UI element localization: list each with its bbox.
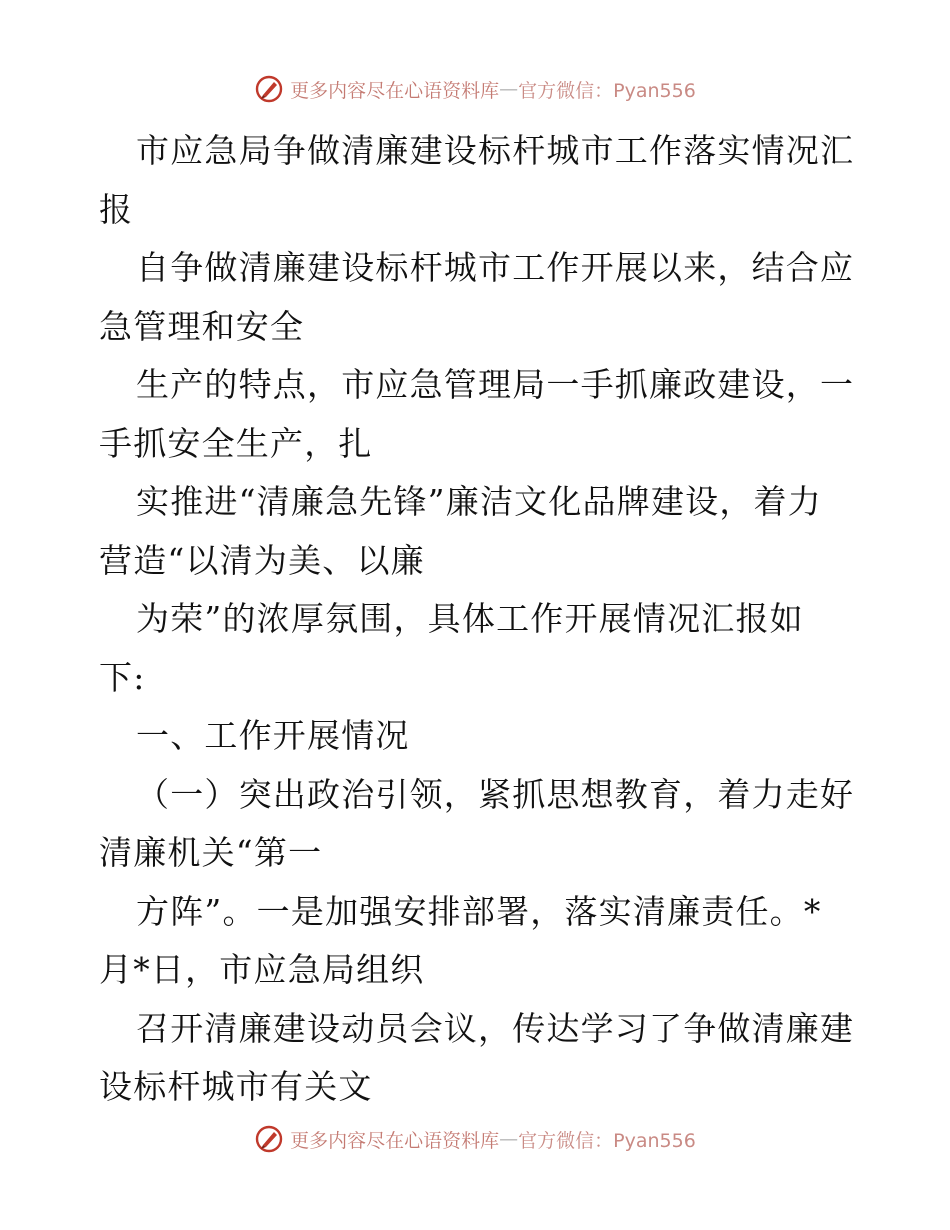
watermark-main-text: 更多内容尽在心语资料库 bbox=[290, 79, 500, 102]
pen-logo-icon bbox=[254, 1124, 284, 1154]
document-body bbox=[99, 122, 859, 1117]
paragraph-line: 营造“以清为美、以廉 bbox=[99, 540, 425, 580]
paragraph-line: 急管理和安全 bbox=[99, 306, 305, 346]
paragraph-line: 自争做清廉建设标杆城市工作开展以来，结合应 bbox=[136, 248, 855, 287]
paragraph-line: 方阵”。一是加强安排部署，落实清廉责任。* bbox=[136, 891, 822, 931]
pen-logo-icon bbox=[254, 74, 284, 104]
paragraph-line: 实推进“清廉急先锋”廉洁文化品牌建设，着力 bbox=[136, 482, 822, 521]
paragraph-line: 生产的特点，市应急管理局一手抓廉政建设，一 bbox=[136, 365, 855, 404]
paragraph-line: 月*日，市应急局组织 bbox=[99, 950, 425, 989]
paragraph-line: 下: bbox=[99, 657, 146, 697]
watermark-sub-text: 官方微信：Pyan556 bbox=[518, 1129, 696, 1152]
subsection-heading-line: 清廉机关“第一 bbox=[99, 833, 323, 872]
paragraph-line: 手抓安全生产，扎 bbox=[99, 423, 373, 463]
watermark-separator: — bbox=[499, 78, 519, 100]
watermark-separator: — bbox=[499, 1128, 519, 1150]
header-watermark bbox=[0, 74, 950, 104]
subsection-heading-line: （一）突出政治引领，紧抓思想教育，着力走好 bbox=[136, 774, 855, 814]
section-heading: 一、工作开展情况 bbox=[136, 716, 410, 755]
footer-watermark bbox=[0, 1124, 950, 1154]
watermark-main-text: 更多内容尽在心语资料库 bbox=[290, 1129, 500, 1152]
watermark-sub-text: 官方微信：Pyan556 bbox=[518, 79, 696, 102]
document-title-line-1: 市应急局争做清廉建设标杆城市工作落实情况汇 bbox=[136, 131, 855, 170]
paragraph-line: 召开清廉建设动员会议，传达学习了争做清廉建 bbox=[136, 1008, 855, 1048]
paragraph-line: 设标杆城市有关文 bbox=[99, 1067, 373, 1106]
document-title-line-2: 报 bbox=[99, 189, 134, 229]
paragraph-line: 为荣”的浓厚氛围，具体工作开展情况汇报如 bbox=[136, 599, 804, 638]
